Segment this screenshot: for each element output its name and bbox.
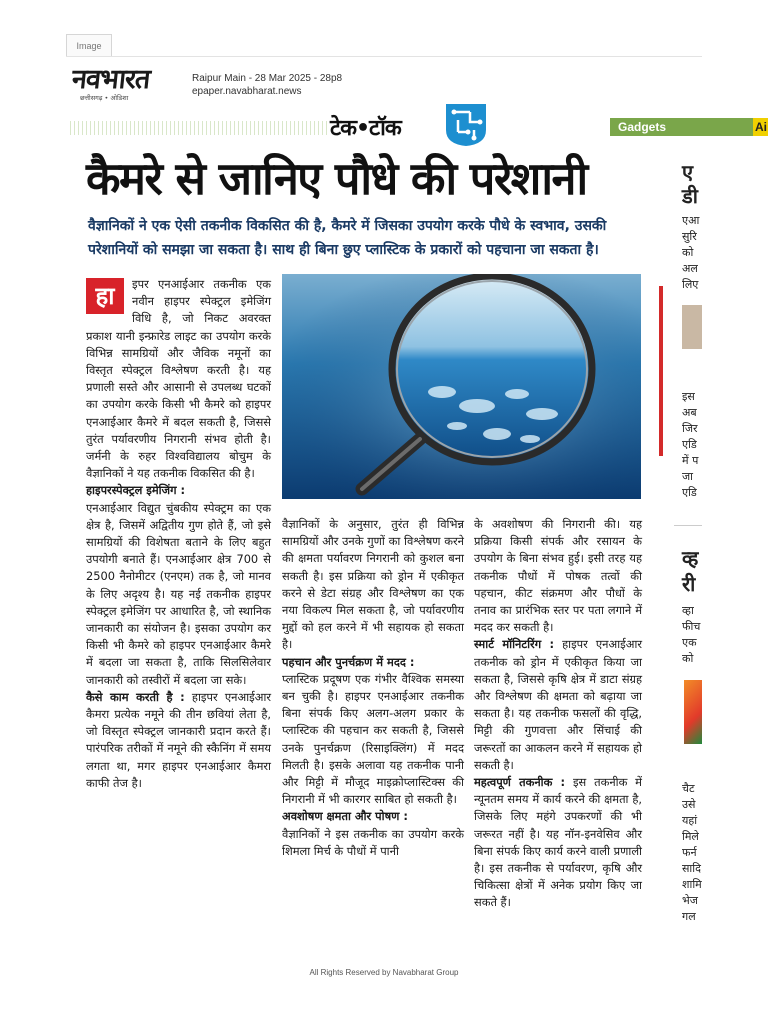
right-thumbnail bbox=[682, 305, 702, 349]
image-tab[interactable]: Image bbox=[66, 34, 112, 57]
right-text: व्हा bbox=[682, 604, 694, 617]
magnifier-water-photo bbox=[282, 274, 641, 499]
edition-line: Raipur Main - 28 Mar 2025 - 28p8 bbox=[192, 73, 343, 84]
subheading: महत्वपूर्ण तकनीक : bbox=[474, 775, 566, 790]
headline: कैमरे से जानिए पौधे की परेशानी bbox=[86, 152, 587, 205]
right-text: को bbox=[682, 652, 694, 665]
paragraph: इपर एनआईआर तकनीक एक नवीन हाइपर स्पेक्ट्रल इमेजिंग विधि है, जो निकट अवरक्त प्रकाश यानी इन्फ्रारेड लाइट का उपयोग करके विभिन्न सामग्रियों और जैविक नमूनों का विस्तृत स्पेक्ट्रल विश्लेषण करती है। यह प्रणाली सस्ते और आसानी से उपलब्ध घटकों का उपयोग करके किसी भी कैमरे को हाइपर एनआईआर कैमरे में बदल सकती है, जिससे तुरंत पर्यावरणीय निगरानी संभव होती है। जर्मनी के रुहर विश्वविद्यालय बोचुम के वैज्ञानिकों ने यह तकनीक विकसित की है। bbox=[86, 277, 271, 481]
right-text: भेज bbox=[682, 894, 698, 907]
paragraph: वैज्ञानिकों के अनुसार, तुरंत ही विभिन्न सामग्रियों और उनके गुणों का विश्लेषण करने की क्षमता पर्यावरण निगरानी को कुशल बना सकती है। इस प्रक्रिया को ड्रोन में एकीकृत करने से डेटा संग्रह और विश्लेषण का एक नया विकल्प मिल सकता है, जो पर्यावरणीय मुद्दों को हल करने में भी सहायक हो सकता है। bbox=[282, 517, 464, 652]
right-thumbnail-2 bbox=[684, 680, 702, 744]
paragraph: इस तकनीक में न्यूनतम समय में कार्य करने की क्षमता है, जिसके लिए महंगे उपकरणों की भी जरूरत नहीं है। यह नॉन-इनवेसिव और बिना संपर्क किए कार्य करने वाली प्रणाली है। इस तकनीक से पर्यावरण, कृषि और चिकित्सा क्षेत्रों में अनेक प्रयोग किए जा सकते हैं। bbox=[474, 775, 642, 910]
right-text: यहां bbox=[682, 814, 698, 827]
right-headline: री bbox=[682, 572, 696, 596]
article-column-2 bbox=[282, 516, 464, 860]
tab-divider bbox=[66, 56, 702, 57]
right-text: सादि bbox=[682, 862, 701, 875]
section-title: टेक•टॉक bbox=[330, 116, 401, 141]
right-text: में प bbox=[682, 454, 699, 467]
tech-circuit-icon bbox=[440, 100, 492, 148]
right-text: लिए bbox=[682, 278, 699, 291]
right-text: शामि bbox=[682, 878, 702, 891]
paragraph: हाइपर एनआईआर तकनीक को ड्रोन में एकीकृत किया जा सकता है, जिससे कृषि क्षेत्र में डाटा संग्रह और विश्लेषण की क्षमता को बढ़ाया जा सकता है। यह तकनीक फसलों की वृद्धि, मिट्टी की गुणवत्ता और सिंचाई की जरूरतों का आकलन करने में सहायक हो सकती है। bbox=[474, 637, 643, 772]
subheading: अवशोषण क्षमता और पोषण : bbox=[282, 809, 408, 824]
subheading: कैसे काम करती है : bbox=[86, 689, 185, 704]
subheading: पहचान और पुनर्चक्रण में मदद : bbox=[282, 654, 415, 669]
paragraph: एनआईआर विद्युत चुंबकीय स्पेक्ट्रम का एक क्षेत्र है, जिसमें अद्वितीय गुण होते हैं, जो इसे सामग्रियों की विशेषता बताने के लिए बहुत उपयोगी बनाते हैं। एनआईआर क्षेत्र 700 से 2500 नैनोमीटर (एनएम) तक है, जो मानव के लिए अदृश्य है। यह नई तकनीक हाइपर स्पेक्ट्रल इमेजिंग पर आधारित है, जो स्थानिक जानकारी का संयोजन है। इसका उपयोग कर किसी भी कैमरे को हाइपर एनआईआर कैमरे में बदला जा सकता है, ताकि सिलसिलेवार जानकारी को तस्वीरों में बदला जा सके। bbox=[86, 500, 271, 687]
right-accent-bar bbox=[659, 286, 663, 456]
right-text: फीच bbox=[682, 620, 701, 633]
edition-url: epaper.navabharat.news bbox=[192, 86, 302, 97]
right-text: जा bbox=[682, 470, 694, 483]
paragraph: हाइपर एनआईआर कैमरा प्रत्येक नमूने की तीन छवियां लेता है, जो विस्तृत स्पेक्ट्रल जानकारी प्रदान करते हैं। पारंपरिक तरीकों में नमूने की स्कैनिंग में समय लगता था, मगर हाइपर एनआईआर कैमरा काफी तेज है। bbox=[86, 689, 272, 790]
strip-pattern bbox=[70, 121, 330, 135]
right-text: एआ bbox=[682, 214, 700, 227]
article-column-1 bbox=[86, 276, 271, 792]
right-text: मिले bbox=[682, 830, 699, 843]
right-text: सुरि bbox=[682, 230, 697, 243]
paragraph: के अवशोषण की निगरानी की। यह प्रक्रिया किसी संपर्क और रसायन के उपयोग के बिना संभव हुई। इसी तरह यह तकनीक पौधों में पोषक तत्वों की पहचान, कीट संक्रमण और पौधों के तनाव का प्रारंभिक स्तर पर पता लगाने में मदद कर सकती है। bbox=[474, 517, 642, 635]
right-text: गल bbox=[682, 910, 696, 923]
article-column-3 bbox=[474, 516, 642, 912]
right-text: एडि bbox=[682, 486, 697, 499]
subheading: स्मार्ट मॉनिटरिंग : bbox=[474, 637, 555, 652]
paragraph: प्लास्टिक प्रदूषण एक गंभीर वैश्विक समस्या बन चुकी है। हाइपर एनआईआर तकनीक बिना संपर्क किए अलग-अलग प्रकार के प्लास्टिक की पहचान कर सकती है, जिससे उनके पुनर्चक्रण (रिसाइक्लिंग) में मदद मिलती है। इसके अलावा यह तकनीक पानी और मिट्टी में मौजूद माइक्रोप्लास्टिक्स की निगरानी में भी कारगर साबित हो सकती है। bbox=[282, 671, 464, 807]
subheading: हाइपरस्पेक्ट्रल इमेजिंग : bbox=[86, 483, 185, 498]
paragraph: वैज्ञानिकों ने इस तकनीक का उपयोग करके शिमला मिर्च के पौधों में पानी bbox=[282, 826, 464, 858]
logo-text: नवभारत bbox=[70, 64, 152, 95]
right-text: को bbox=[682, 246, 694, 259]
logo-subtitle: छत्तीसगढ़ • ओडिशा bbox=[80, 94, 129, 102]
right-divider bbox=[674, 525, 702, 526]
right-text: जिर bbox=[682, 422, 698, 435]
newspaper-logo bbox=[72, 66, 182, 104]
footer-copyright: All Rights Reserved by Navabharat Group bbox=[309, 968, 459, 977]
right-text: एडि bbox=[682, 438, 697, 451]
standfirst: वैज्ञानिकों ने एक ऐसी तकनीक विकसित की है, कैमरे में जिसका उपयोग करके पौधे के स्वभाव, उसकी परेशानियों को समझा जा सकता है। साथ ही बिना छुए प्लास्टिक के प्रकारों को पहचाना जा सकता है। bbox=[88, 218, 607, 258]
edition-info bbox=[192, 72, 342, 98]
right-text: इस bbox=[682, 390, 695, 403]
strip-tail: Ai bbox=[753, 118, 768, 136]
right-text: उसे bbox=[682, 798, 696, 811]
right-text: फर्न bbox=[682, 846, 697, 859]
drop-cap: हा bbox=[86, 278, 124, 314]
right-text: चैट bbox=[682, 782, 695, 795]
right-text: अल bbox=[682, 262, 698, 275]
right-headline: व्ह bbox=[682, 546, 699, 570]
right-crop-mask bbox=[702, 150, 768, 950]
right-headline: ए bbox=[682, 160, 694, 184]
right-headline: डी bbox=[682, 184, 698, 208]
strip-label: Gadgets bbox=[618, 120, 667, 134]
right-text: एक bbox=[682, 636, 697, 649]
right-text: अब bbox=[682, 406, 697, 419]
